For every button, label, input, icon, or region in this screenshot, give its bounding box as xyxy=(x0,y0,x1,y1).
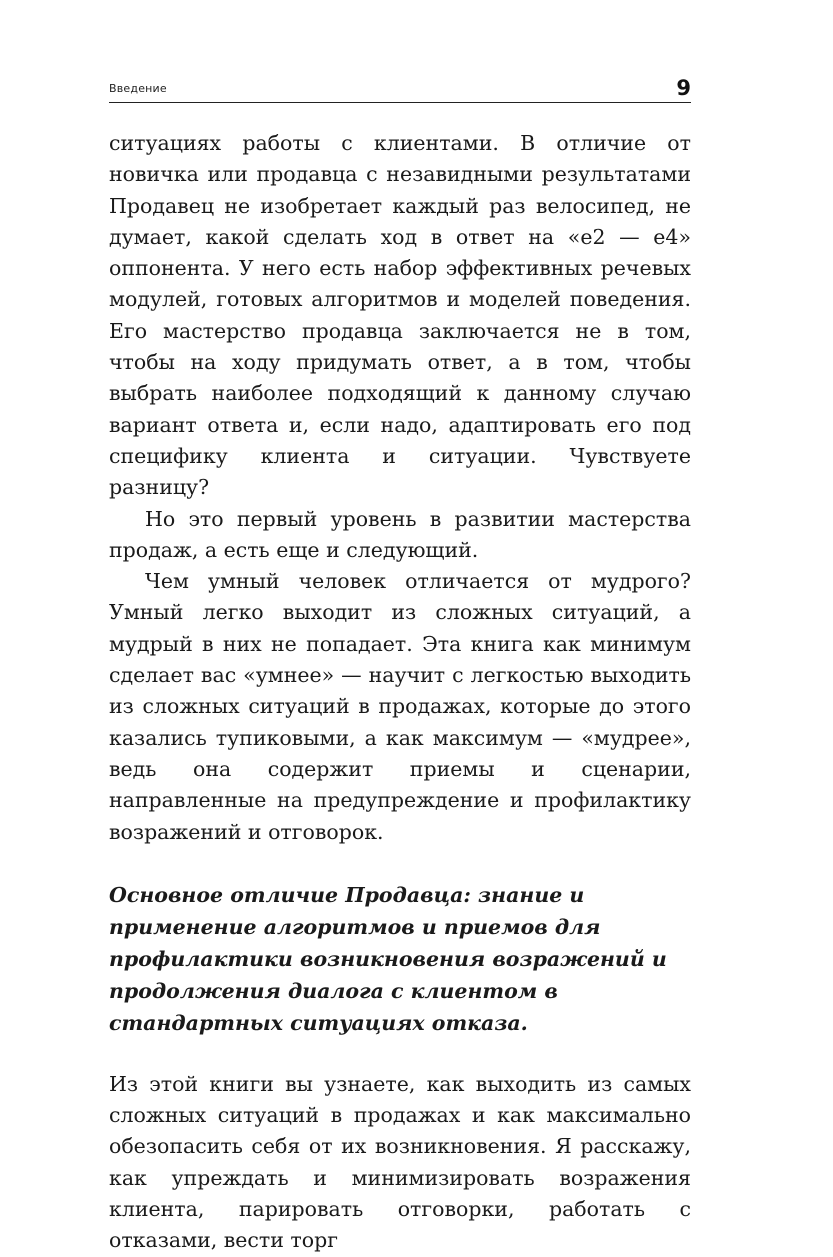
page-body xyxy=(109,128,691,1257)
page-number: 9 xyxy=(676,76,691,100)
paragraph-1: ситуациях работы с клиентами. В отличие от новичка или продавца с незавидными результатами Продавец не изобретает каждый раз велосипед, не думает, какой сделать ход в ответ на «е2 — е4» оппонента. У него есть набор эффективных речевых модулей, готовых алгоритмов и моделей поведения. Его мастерство продавца заключается не в том, чтобы на ходу придумать ответ, а в том, чтобы выбрать наиболее подходящий к данному случаю вариант ответа и, если надо, адаптировать его под специфику клиента и ситуации. Чувствуете разницу? xyxy=(109,131,691,500)
paragraph-3: Чем умный человек отличается от мудрого? Умный легко выходит из сложных ситуаций, а мудрый в них не попадает. Эта книга как минимум сделает вас «умнее» — научит с легкостью выходить из сложных ситуаций в продажах, которые до этого казались тупиковыми, а как максимум — «мудрее», ведь она содержит приемы и сценарии, направленные на предупреждение и профилактику возражений и отговорок. xyxy=(109,569,691,844)
paragraph-4: Из этой книги вы узнаете, как выходить из самых сложных ситуаций в продажах и как максимально обезопасить себя от их возникновения. Я расскажу, как упреждать и минимизировать возражения клиента, парировать отговорки, работать с отказами, вести торг xyxy=(109,1071,691,1253)
key-point-callout: Основное отличие Продавца: знание и применение алгоритмов и приемов для профилактики возникновения возражений и продолжения диалога с клиентом в стандартных ситуациях отказа. xyxy=(109,882,667,1035)
running-header xyxy=(109,78,691,103)
section-title: Введение xyxy=(109,82,167,95)
paragraph-2: Но это первый уровень в развитии мастерства продаж, а есть еще и следующий. xyxy=(109,506,691,562)
